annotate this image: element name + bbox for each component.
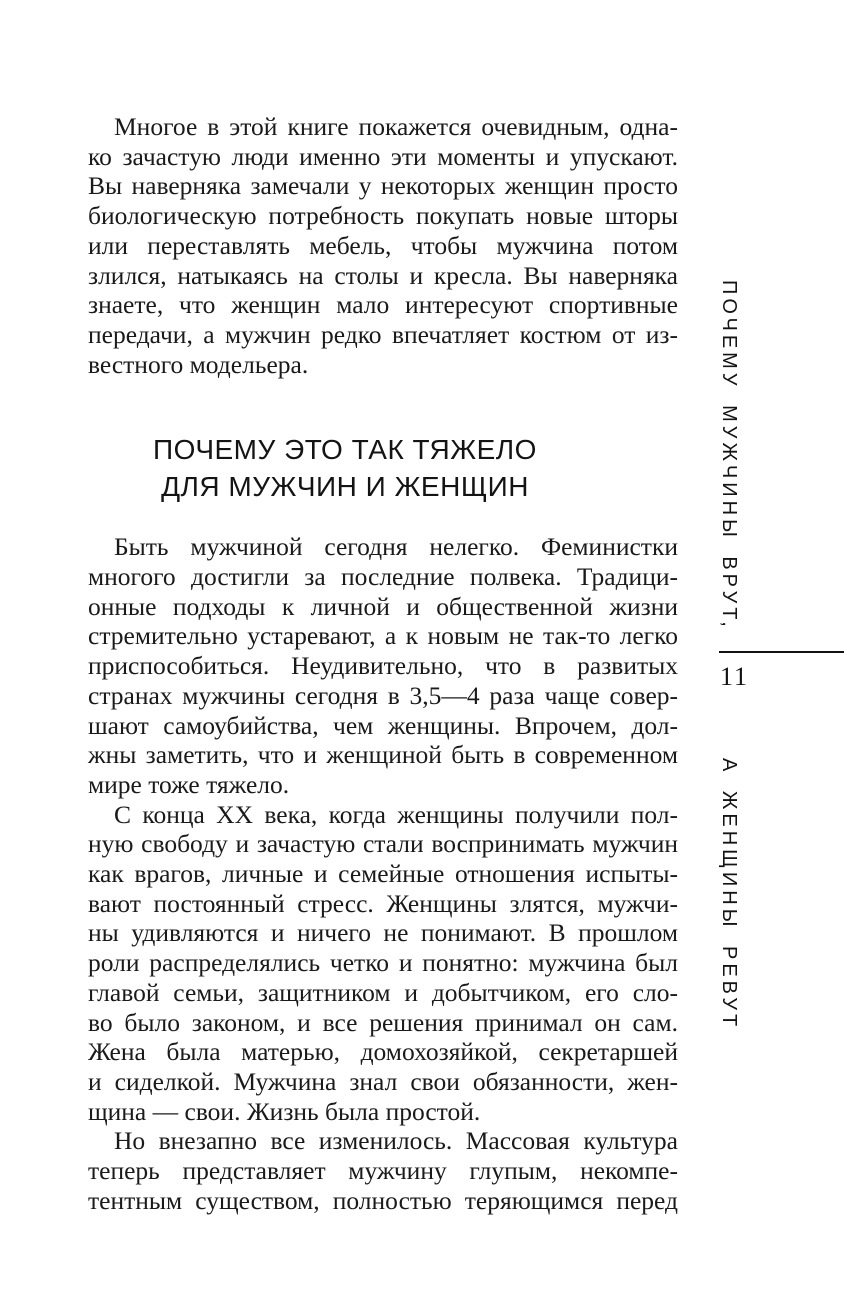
text-line: во было законом, и все решения принимал он сам. — [88, 1007, 678, 1037]
paragraph-body-2 — [88, 800, 678, 1127]
chapter-heading-line-2: ДЛЯ МУЖЧИН И ЖЕНЩИН — [161, 471, 529, 503]
text-line: биологическую потребность покупать новые шторы — [88, 201, 678, 231]
text-line: теперь представляет мужчину глупым, некомпе- — [88, 1156, 678, 1186]
text-line: злился, натыкаясь на столы и кресла. Вы наверняка — [88, 260, 678, 290]
folio-rule — [719, 651, 844, 653]
text-line: Но внезапно все изменилось. Массовая культура — [114, 1126, 678, 1156]
text-line: Вы наверняка замечали у некоторых женщин просто — [88, 171, 678, 201]
text-line: тентным существом, полностью теряющимся перед — [88, 1185, 678, 1215]
paragraph-intro — [88, 112, 678, 379]
text-line: как врагов, личные и семейные отношения испыты- — [88, 859, 678, 889]
text-line: роли распределялись четко и понятно: мужчина был — [88, 948, 678, 978]
text-line: вестного модельера. — [88, 349, 309, 379]
text-line: знаете, что женщин мало интересуют спортивные — [88, 290, 678, 320]
text-line: шают самоубийства, чем женщины. Впрочем, дол- — [88, 710, 678, 740]
text-line: жны заметить, что и женщиной быть в современном — [88, 740, 678, 770]
text-line: ную свободу и зачастую стали воспринимать мужчин — [88, 829, 678, 859]
text-line: многого достигли за последние полвека. Традици- — [88, 562, 678, 592]
text-line: С конца XX века, когда женщины получили пол- — [114, 799, 678, 829]
text-line: Жена была матерью, домохозяйкой, секретаршей — [88, 1037, 678, 1067]
text-line: или переставлять мебель, чтобы мужчина потом — [88, 230, 678, 260]
text-line: вают постоянный стресс. Женщины злятся, мужчи- — [88, 888, 678, 918]
body-text-column — [88, 112, 678, 1216]
chapter-heading-line-1: ПОЧЕМУ ЭТО ТАК ТЯЖЕЛО — [153, 434, 537, 466]
text-line: странах мужчины сегодня в 3,5—4 раза чаще совер- — [88, 680, 678, 710]
margin-book-title-top: ПОЧЕМУ МУЖЧИНЫ ВРУТ, — [718, 280, 740, 631]
text-line: приспособиться. Неудивительно, что в развитых — [88, 651, 678, 681]
text-line: главой семьи, защитником и добытчиком, его сло- — [88, 977, 678, 1007]
text-line: ко зачастую люди именно эти моменты и упускают. — [88, 141, 678, 171]
paragraph-body-1 — [88, 532, 678, 799]
paragraph-body-3 — [88, 1126, 678, 1215]
text-line: Многое в этой книге покажется очевидным, одна- — [114, 112, 678, 141]
text-line: Быть мужчиной сегодня нелегко. Феминистки — [114, 532, 678, 562]
chapter-heading — [50, 431, 640, 505]
page-number: 11 — [720, 662, 750, 691]
text-line: ны удивляются и ничего не понимают. В прошлом — [88, 918, 678, 948]
text-line: щина — свои. Жизнь была простой. — [88, 1096, 481, 1126]
text-line: мире тоже тяжело. — [88, 769, 290, 799]
text-line: стремительно устаревают, а к новым не так-то легко — [88, 621, 678, 651]
text-line: и сиделкой. Мужчина знал свои обязанности, жен- — [88, 1066, 678, 1096]
margin-book-title-bottom: А ЖЕНЩИНЫ РЕВУТ — [718, 758, 740, 1031]
text-line: передачи, а мужчин редко впечатляет костюм от из- — [88, 319, 678, 349]
text-line: онные подходы к личной и общественной жизни — [88, 591, 678, 621]
